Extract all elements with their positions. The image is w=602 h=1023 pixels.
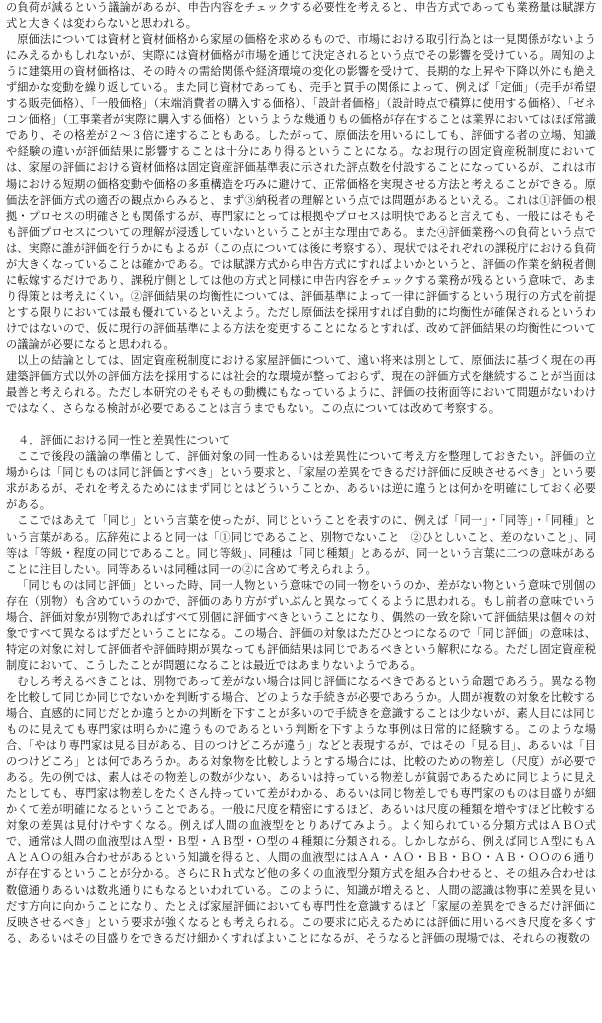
- paragraph-1: の負荷が減るという議論があるが、申告内容をチェックする必要性を考えると、申告方式であっても業務量は賦課方式と大きくは変わらないと思われる。: [6, 1, 596, 31]
- paragraph-5: ここではあえて「同じ」という言葉を使ったが、同じということを表すのに、例えば「同一」・「同等」・「同種」という言葉がある。広辞苑によると同一は「①同じであること、別物でないこと ②ひとしいこと、差のないこと」、同等は「等級・程度の同じであること。同じ等級」、同種は「同じ種類」とあるが、同一という言葉に二つの意味があることに注目したい。同等あるいは同種は同一の②に含めて考えられよう。: [6, 514, 596, 576]
- paragraph-2: 原価法については資材と資材価格から家屋の価格を求めるもので、市場における取引行為とは一見関係がないようにみえるかもしれないが、実際には資材価格が市場を通じて決定されるという点でその影響を受けている。周知のように建築用の資材価格は、その時々の需給関係や経済環境の変化の影響を受けて、長期的な上昇や下降以外にも絶えず細かな変動を繰り返している。また同じ資材であっても、売手と買手の関係によって、例えば「定価」（売手が希望する販売価格）、「一般価格」（末端消費者の購入する価格）、「設計者価格」（設計時点で積算に使用する価格）、「ゼネコン価格」（工事業者が実際に購入する価格）というような幾通りもの価格が存在することは業界においてはほぼ常識であり、その格差が２～３倍に達することもある。したがって、原価法を用いるにしても、評価する者の立場、知識や経験の違いが評価結果に影響することは十分にあり得るということになる。なお現行の固定資産税制度においては、家屋の評価における資材価格は固定資産評価基準表に示された評点数を付設することになっているが、これは市場における短期の価格変動や価格の多重構造を巧みに避けて、正常価格を実現させる方法と考えることができる。原価法を評価方式の適否の観点からみると、まず③納税者の理解という点では問題があるといえる。これは①評価の根拠・プロセスの明確さとも関係するが、専門家にとっては根拠やプロセスは明快であると言えても、一般にはそもそも評価プロセスについての理解が浸透していないということが主な理由である。また④評価業務への負荷という点では、実際に誰が評価を行うかにもよるが（この点については後に考察する）、現状ではそれぞれの課税庁における負荷が大きくなっていることは確かである。では賦課方式から申告方式にすればよいかというと、評価の作業を納税者側に転嫁するだけであり、課税庁側としては他の方式と同様に申告内容をチェックする業務が残るという意味で、あまり得策とは考えにくい。②評価結果の均衡性については、評価基準によって一律に評価するという現行の方式を前提とする限りにおいては最も優れているといえよう。ただし原価法を採用すれば自動的に均衡性が確保されるというわけではないので、仮に現行の評価基準による方法を変更することになるとすれば、改めて評価結果の均衡性についての議論が必要になると思われる。: [6, 33, 596, 351]
- section-gap: [6, 417, 596, 433]
- paragraph-6: 「同じものは同じ評価」といった時、同一人物という意味での同一物をいうのか、差がない物という意味で別個の存在（別物）も含めていうのかで、評価のあり方がずいぶんと異なってくるように思われる。もし前者の意味でいう場合、評価対象が別物であればすべて別個に評価すべきということになり、偶然の一致を除いて評価結果は個々の対象ですべて異なるはずだということになる。この場合、評価の対象はただひとつになるので「同じ評価」の意味は、特定の対象に対して評価者や評価時期が異なっても評価結果は同じであるべきという解釈になる。ただし固定資産税制度において、こうしたことが問題になることは最近ではあまりないようである。: [6, 578, 596, 672]
- paragraph-7: むしろ考えるべきことは、別物であって差がない場合は同じ評価になるべきであるという命題であろう。異なる物を比較して同じか同じでないかを判断する場合、どのような手続きが必要であろうか。人間が複数の対象を比較する場合、直感的に同じだとか違うとかの判断を下すことが多いので手続きを意識することは少ないが、素人目には同じものに見えても専門家は明らかに違うものであるという判断を下すような事例は日常的に経験する。このような場合、「やはり専門家は見る目がある、目のつけどころが違う」などと表現するが、ではその「見る目」、あるいは「目のつけどころ」とは何であろうか。ある対象物を比較しようとする場合には、比較のための物差し（尺度）が必要である。先の例では、素人はその物差しの数が少ない、あるいは持っている物差しが貧弱であるために同じように見えたとしても、専門家は物差しをたくさん持っていて差がわかる、あるいは同じ物差しでも専門家のものは目盛りが細かくて差が明確になるということである。一般に尺度を精密にするほど、あるいは尺度の種類を増やすほど比較する対象の差異は見付けやすくなる。例えば人間の血液型をとりあげてみよう。よく知られている分類方式はＡＢＯ式で、通常は人間の血液型はＡ型・Ｂ型・ＡＢ型・Ｏ型の４種類に分類される。しかしながら、例えば同じＡ型にもＡＡとＡＯの組み合わせがあるという知識を得ると、人間の血液型にはＡＡ・ＡＯ・ＢＢ・ＢＯ・ＡＢ・ＯＯの６通りが存在するということが分かる。さらにＲｈ式など他の多くの血液型分類方式を組み合わせると、その組み合わせは数億通りあるいは数兆通りにもなるといわれている。このように、知識が増えると、人間の認識は物事に差異を見いだす方向に向かうことになり、たとえば家屋評価においても専門性を意識するほど「家屋の差異をできるだけ評価に反映させるべき」という要求が強くなるとも考えられる。この要求に応えるためには評価に用いるべき尺度を多くする、あるいはその目盛りをできるだけ細かくすればよいことになるが、そうなると評価の現場では、それらの複数の: [6, 674, 596, 945]
- section-heading: ４．評価における同一性と差異性について: [18, 434, 231, 448]
- paragraph-3: 以上の結論としては、固定資産税制度における家屋評価について、遠い将来は別として、原価法に基づく現在の再建築評価方式以外の評価方法を採用するには社会的な環境が整っておらず、現在の評価方式を継続することが当面は最善と考えられる。ただし本研究のそもそもの動機にもなっているように、評価の技術面等において問題がないわけではなく、さらなる検討が必要であることは言うまでもない。この点については改めて考察する。: [6, 354, 596, 416]
- paragraph-4: ここで後段の議論の準備として、評価対象の同一性あるいは差異性について考え方を整理しておきたい。評価の立場からは「同じものは同じ評価とすべき」という要求と、「家屋の差異をできるだけ評価に反映させるべき」という要求があるが、それを考えるためにはまず同じとはどういうことか、あるいは逆に違うとは何かを明確にしておく必要がある。: [6, 450, 596, 512]
